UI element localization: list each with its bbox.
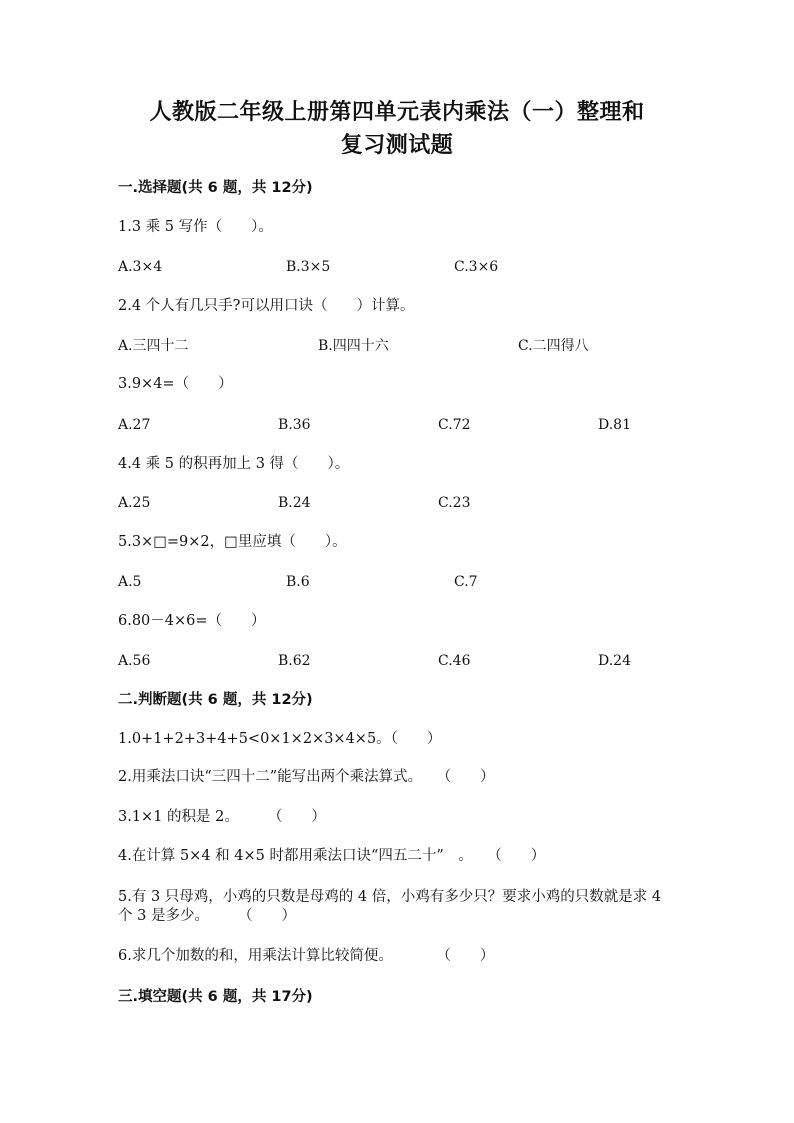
choice-option-1a: A.3×4 [118,259,163,275]
section-heading-judgement: 二.判断题(共 6 题，共 12分) [118,692,313,708]
choice-question-1: 1.3 乘 5 写作（ ）。 [118,219,273,235]
choice-option-1c: C.3×6 [454,259,499,275]
judgement-question-2: 2.用乘法口诀“三四十二”能写出两个乘法算式。 （ ） [118,769,495,785]
judgement-question-1: 1.0+1+2+3+4+5<0×1×2×3×4×5。（ ） [118,731,442,747]
choice-option-5a: A.5 [118,574,142,590]
section-heading-fill: 三.填空题(共 6 题，共 17分) [118,989,313,1005]
choice-option-3d: D.81 [598,417,631,433]
judgement-question-3: 3.1×1 的积是 2。 （ ） [118,809,326,825]
choice-option-3c: C.72 [438,417,471,433]
choice-question-6: 6.80－4×6=（ ） [118,613,266,629]
choice-option-2c: C.二四得八 [518,338,589,354]
choice-option-4b: B.24 [278,495,311,511]
choice-option-1b: B.3×5 [286,259,331,275]
judgement-question-5: 5.有 3 只母鸡，小鸡的只数是母鸡的 4 倍，小鸡有多少只？要求小鸡的只数就是求 4 个 3 是多少。 （ ） [118,889,662,924]
choice-option-4c: C.23 [438,495,471,511]
choice-option-5b: B.6 [286,574,310,590]
choice-option-5c: C.7 [454,574,478,590]
judgement-question-4: 4.在计算 5×4 和 4×5 时都用乘法口诀“四五二十” 。 （ ） [118,848,546,864]
document-title [100,96,694,162]
choice-option-4a: A.25 [118,495,151,511]
choice-question-3: 3.9×4=（ ） [118,376,233,392]
choice-option-2b: B.四四十六 [318,338,389,354]
choice-question-4: 4.4 乘 5 的积再加上 3 得（ ）。 [118,456,350,472]
choice-option-2a: A.三四十二 [118,338,189,354]
judgement-question-6: 6.求几个加数的和，用乘法计算比较简便。 （ ） [118,948,495,964]
choice-question-2: 2.4 个人有几只手?可以用口诀（ ）计算。 [118,298,415,314]
title-line-2: 复习测试题 [340,133,454,158]
section-heading-choice: 一.选择题(共 6 题，共 12分) [118,180,313,196]
choice-question-5: 5.3×□=9×2，□里应填（ ）。 [118,534,347,550]
choice-option-6c: C.46 [438,653,471,669]
choice-option-3b: B.36 [278,417,311,433]
choice-option-6b: B.62 [278,653,311,669]
choice-option-6a: A.56 [118,653,151,669]
title-line-1: 人教版二年级上册第四单元表内乘法（一）整理和 [149,100,645,125]
choice-option-3a: A.27 [118,417,151,433]
choice-option-6d: D.24 [598,653,631,669]
